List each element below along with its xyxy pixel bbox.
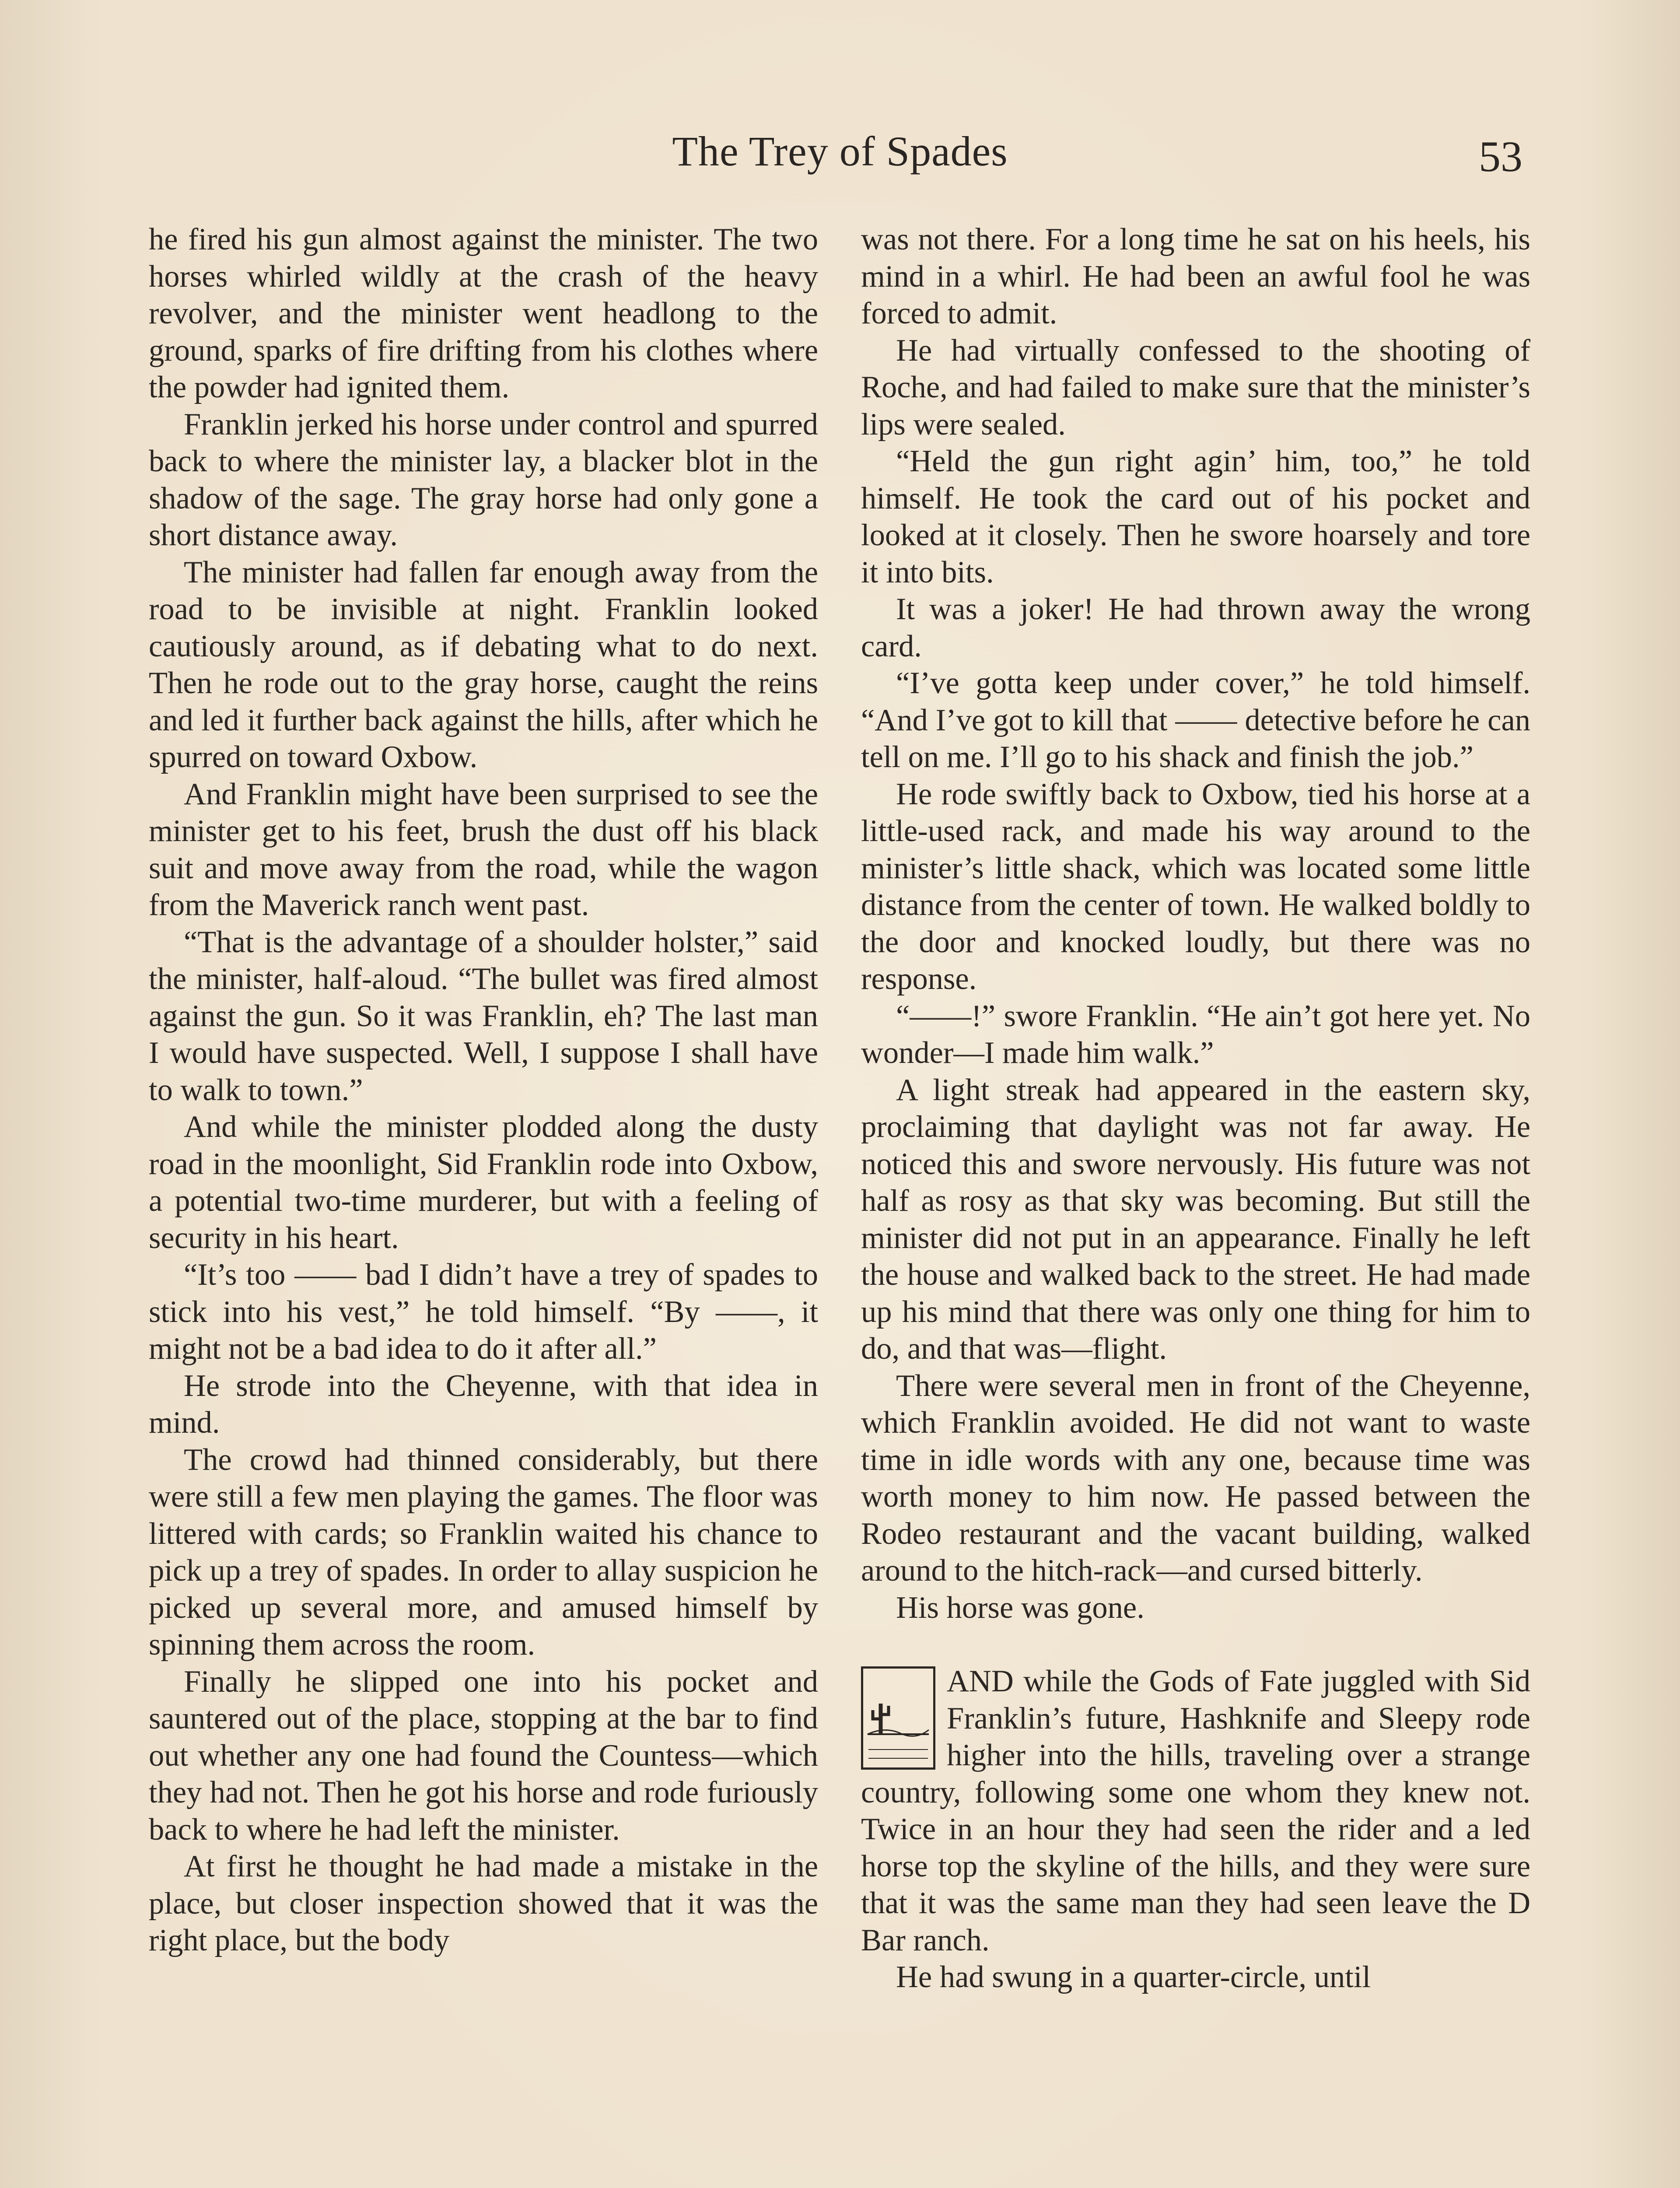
right-column (861, 221, 1530, 1996)
section-break (861, 1626, 1530, 1663)
paragraph: “Held the gun right agin’ him, too,” he told himself. He took the card out of his pocket and looked at it closely. Then he swore hoarsely and tore it into bits. (861, 444, 1530, 589)
paragraph: The minister had fallen far enough away from the road to be invisible at night. Franklin looked cautiously around, as if debating what to do next. Then he rode out to the gray horse, caught the reins and led it further back against the hills, after which he spurred on toward Oxbow. (149, 555, 818, 774)
running-head-title: The Trey of Spades (672, 128, 1008, 175)
paragraph: “I’ve gotta keep under cover,” he told himself. “And I’ve got to kill that —— detective before he can tell on me. I’ll go to his shack and finish the job.” (861, 666, 1530, 774)
paragraph: was not there. For a long time he sat on his heels, his mind in a whirl. He had been an awful fool he was forced to admit. (861, 222, 1530, 330)
paragraph: “It’s too —— bad I didn’t have a trey of spades to stick into his vest,” he told himself. “By ——, it might not be a bad idea to do it after all.” (149, 1258, 818, 1366)
paragraph: He rode swiftly back to Oxbow, tied his horse at a little-used rack, and made his way around to the minister’s little shack, which was located some little distance from the center of town. He walked boldly to the door and knocked loudly, but there was no response. (861, 777, 1530, 996)
paragraph: The crowd had thinned considerably, but there were still a few men playing the games. The floor was littered with cards; so Franklin waited his chance to pick up a trey of spades. In order to allay suspicion he picked up several more, and amused himself by spinning them across the room. (149, 1442, 818, 1662)
left-column (149, 221, 818, 1959)
page-number: 53 (1479, 132, 1522, 181)
paragraph: A light streak had appeared in the eastern sky, proclaiming that daylight was not far away. He noticed this and swore nervously. His future was not half as rosy as that sky was becoming. But still the minister did not put in an appearance. Finally he left the house and walked back to the street. He had made up his mind that there was only one thing for him to do, and that was—flight. (861, 1073, 1530, 1366)
paragraph: And while the minister plodded along the dusty road in the moonlight, Sid Franklin rode into Oxbow, a potential two-time murderer, but with a feeling of security in his heart. (149, 1110, 818, 1255)
paragraph: It was a joker! He had thrown away the wrong card. (861, 592, 1530, 663)
paragraph: His horse was gone. (896, 1590, 1144, 1625)
paragraph: He had swung in a quarter-circle, until (896, 1960, 1371, 1994)
drop-initial-drawing (863, 1669, 933, 1767)
paragraph: Finally he slipped one into his pocket and sauntered out of the place, stopping at the bar to find out whether any one had found the Countess—which they had not. Then he got his horse and rode furiously back to where he had left the minister. (149, 1664, 818, 1847)
paragraph: AND while the Gods of Fate juggled with Sid Franklin’s future, Hashknife and Sleepy rode higher into the hills, traveling over a strange country, following some one whom they knew not. Twice in an hour they had seen the rider and a led horse top the skyline of the hills, and they were sure that it was the same man they had seen leave the D Bar ranch. (861, 1664, 1530, 1957)
section-opening (861, 1663, 1530, 1959)
paragraph: “That is the advantage of a shoulder holster,” said the minister, half-aloud. “The bullet was fired almost against the gun. So it was Franklin, eh? The last man I would have suspected. Well, I suppose I shall have to walk to town.” (149, 925, 818, 1107)
paragraph: And Franklin might have been surprised to see the minister get to his feet, brush the dust off his black suit and move away from the road, while the wagon from the Maverick ranch went past. (149, 777, 818, 922)
paragraph: He strode into the Cheyenne, with that idea in mind. (149, 1368, 818, 1440)
cactus-landscape-icon (861, 1666, 935, 1770)
paragraph: There were several men in front of the Cheyenne, which Franklin avoided. He did not want to waste time in idle words with any one, because time was worth money to him now. He passed between the Rodeo restaurant and the vacant building, walked around to the hitch-rack—and cursed bitterly. (861, 1368, 1530, 1588)
paragraph: he fired his gun almost against the minister. The two horses whirled wildly at the crash of the heavy revolver, and the minister went headlong to the ground, sparks of fire drifting from his clothes where the powder had ignited them. (149, 222, 818, 404)
paragraph: Franklin jerked his horse under control and spurred back to where the minister lay, a blacker blot in the shadow of the sage. The gray horse had only gone a short distance away. (149, 407, 818, 552)
paragraph: He had virtually confessed to the shooting of Roche, and had failed to make sure that the minister’s lips were sealed. (861, 333, 1530, 442)
paragraph: “——!” swore Franklin. “He ain’t got here yet. No wonder—I made him walk.” (861, 999, 1530, 1070)
paragraph: At first he thought he had made a mistake in the place, but closer inspection showed that it was the right place, but the body (149, 1849, 818, 1957)
